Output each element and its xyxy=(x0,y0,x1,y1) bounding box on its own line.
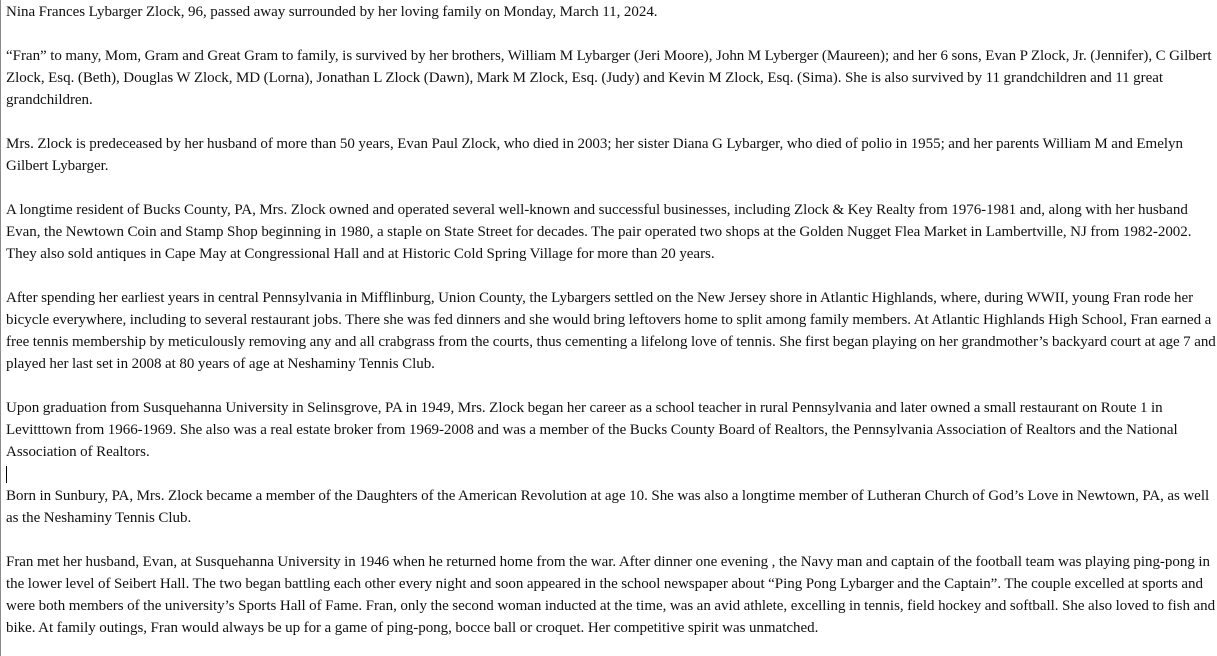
paragraph-memberships[interactable]: Born in Sunbury, PA, Mrs. Zlock became a member of the Daughters of the American Revolution at age 10. She was also a longtime member of Lutheran Church of God’s Love in Newtown, PA, as well as the Neshaminy Tennis Club. xyxy=(6,488,1210,526)
paragraph-predeceased[interactable]: Mrs. Zlock is predeceased by her husband of more than 50 years, Evan Paul Zlock, who died in 2003; her sister Diana G Lybarger, who died of polio in 1955; and her parents William M and Emelyn Gilbert Lybarger. xyxy=(6,136,1183,174)
paragraph-death-notice[interactable]: Nina Frances Lybarger Zlock, 96, passed away surrounded by her loving family on Monday, March 11, 2024. xyxy=(6,4,658,20)
text-cursor xyxy=(6,466,7,483)
paragraph-survivors[interactable]: “Fran” to many, Mom, Gram and Great Gram to family, is survived by her brothers, William M Lybarger (Jeri Moore), John M Lyberger (Maureen); and her 6 sons, Evan P Zlock, Jr. (Jennifer), C Gilbert Zlock, Esq. (Beth), Douglas W Zlock, MD (Lorna), Jonathan L Zlock (Dawn), Mark M Zlock, Esq. (Judy) and Kevin M Zlock, Esq. (Sima). She is also survived by 11 grandchildren and 11 great grandchildren. xyxy=(6,48,1212,108)
paragraph-career[interactable]: Upon graduation from Susquehanna University in Selinsgrove, PA in 1949, Mrs. Zlock began her career as a school teacher in rural Pennsylvania and later owned a small restaurant on Route 1 in Levitttown from 1966-1969. She also was a real estate broker from 1969-2008 and was a member of the Bucks County Board of Realtors, the Pennsylvania Association of Realtors and the National Association of Realtors. xyxy=(6,400,1178,460)
paragraph-businesses[interactable]: A longtime resident of Bucks County, PA, Mrs. Zlock owned and operated several well-known and successful businesses, including Zlock & Key Realty from 1976-1981 and, along with her husband Evan, the Newtown Coin and Stamp Shop beginning in 1980, a staple on State Street for decades. The pair operated two shops at the Golden Nugget Flea Market in Lambertville, NJ from 1982-2002. They also sold antiques in Cape May at Congressional Hall and at Historic Cold Spring Village for more than 20 years. xyxy=(6,202,1192,262)
paragraph-early-years[interactable]: After spending her earliest years in central Pennsylvania in Mifflinburg, Union County, the Lybargers settled on the New Jersey shore in Atlantic Highlands, where, during WWII, young Fran rode her bicycle everywhere, including to several restaurant jobs. There she was fed dinners and she would bring leftovers home to split among family members. At Atlantic Highlands High School, Fran earned a free tennis membership by meticulously removing any and all crabgrass from the courts, thus cementing a lifelong love of tennis. She first began playing on her grandmother’s backyard court at age 7 and played her last set in 2008 at 80 years of age at Neshaminy Tennis Club. xyxy=(6,290,1216,372)
empty-line[interactable] xyxy=(6,463,1217,485)
paragraph-meeting-evan[interactable]: Fran met her husband, Evan, at Susquehanna University in 1946 when he returned home from the war. After dinner one evening , the Navy man and captain of the football team was playing ping-pong in the lower level of Seibert Hall. The two began battling each other every night and soon appeared in the school newspaper about “Ping Pong Lybarger and the Captain”. The couple excelled at sports and were both members of the university’s Sports Hall of Fame. Fran, only the second woman inducted at the time, was an avid athlete, excelling in tennis, field hockey and softball. She also loved to fish and bike. At family outings, Fran would always be up for a game of ping-pong, bocce ball or croquet. Her competitive spirit was unmatched. xyxy=(6,554,1216,636)
